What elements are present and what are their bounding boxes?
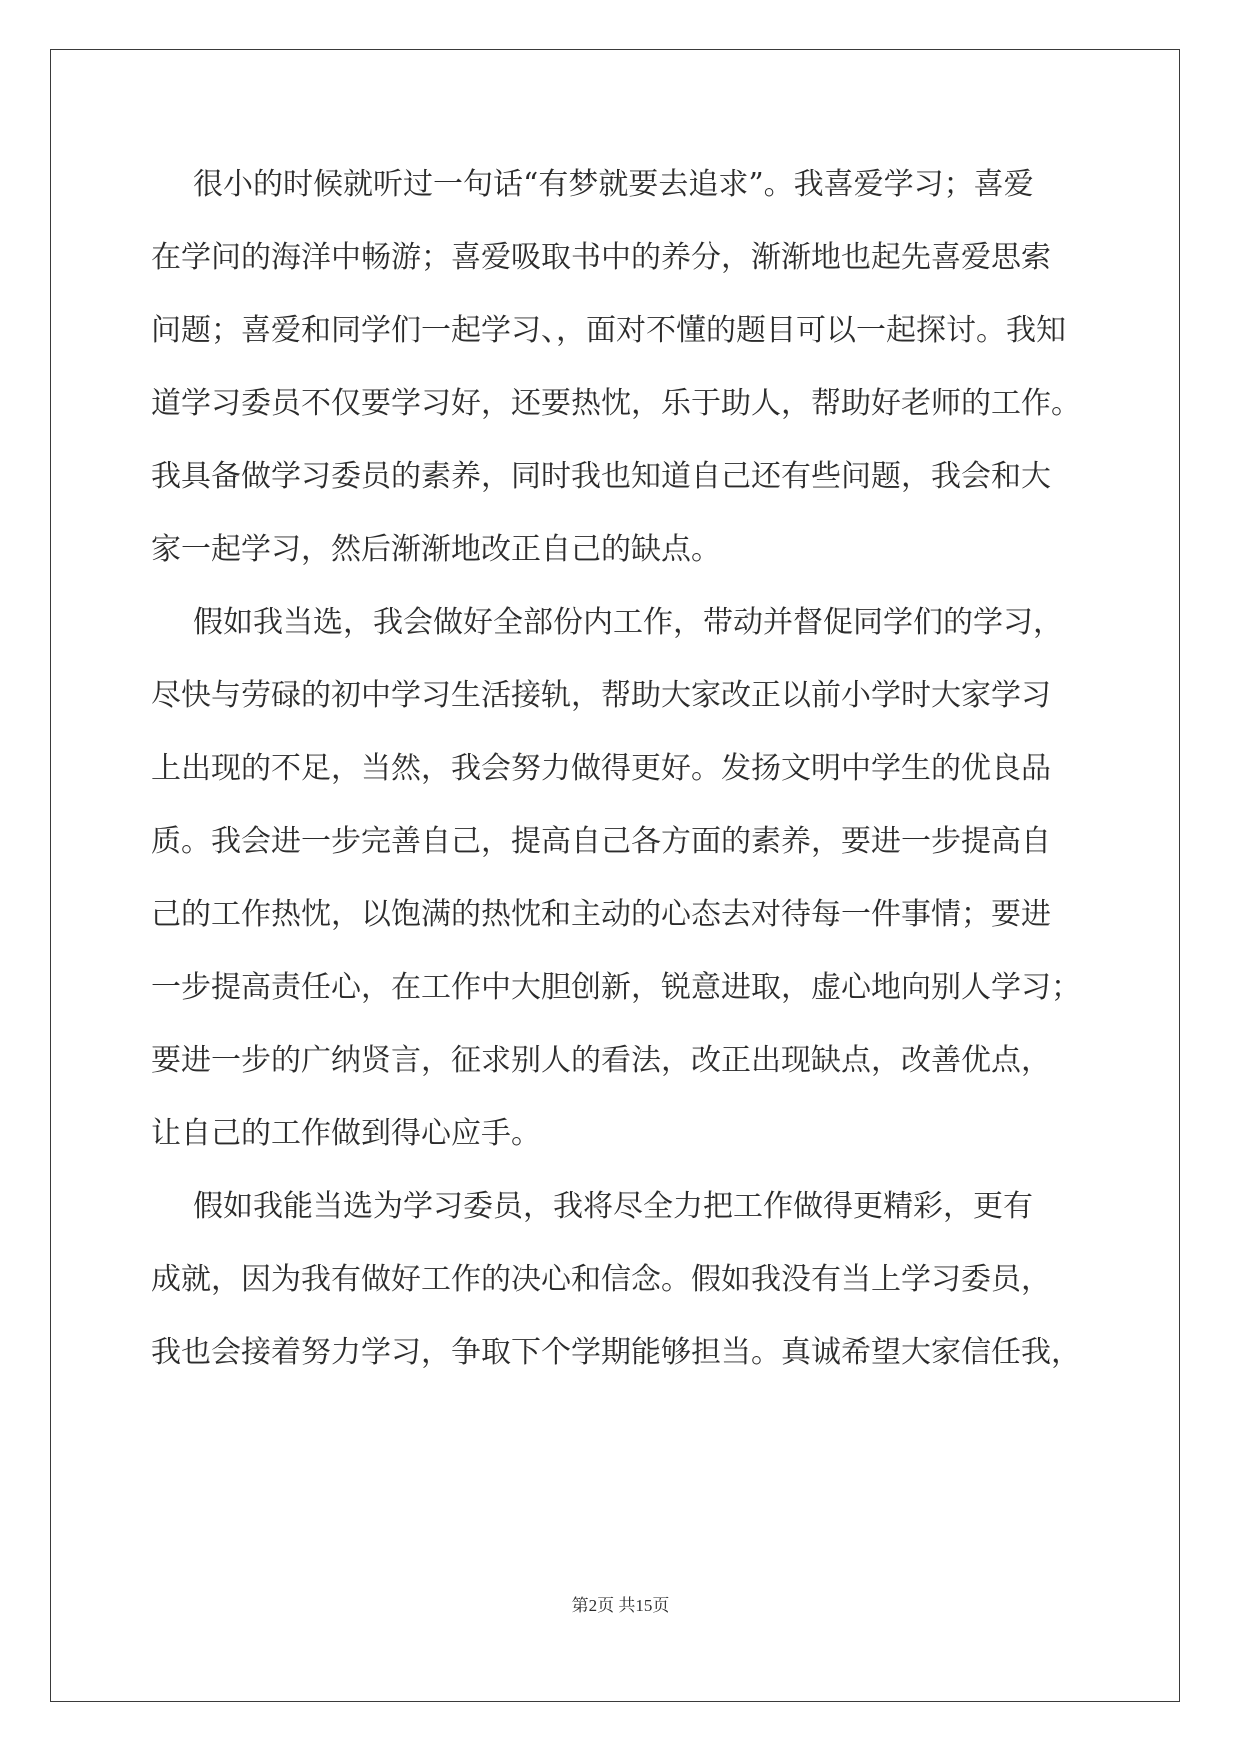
text-line: 在学问的海洋中畅游；喜爱吸取书中的养分，渐渐地也起先喜爱思索 [151, 240, 1051, 275]
text-line: 很小的时候就听过一句话“有梦就要去追求”。我喜爱学习；喜爱 [193, 167, 1034, 202]
text-line: 假如我能当选为学习委员，我将尽全力把工作做得更精彩，更有 [193, 1189, 1033, 1224]
text-line: 己的工作热忱，以饱满的热忱和主动的心态去对待每一件事情；要进 [151, 897, 1051, 932]
text-line: 道学习委员不仅要学习好，还要热忱，乐于助人，帮助好老师的工作。 [151, 386, 1081, 421]
page-border [50, 49, 1180, 1702]
page-number: 第2页 共15页 [571, 1596, 670, 1615]
text-line: 上出现的不足，当然，我会努力做得更好。发扬文明中学生的优良品 [151, 751, 1051, 786]
text-line: 尽快与劳碌的初中学习生活接轨，帮助大家改正以前小学时大家学习 [151, 678, 1051, 713]
text-line: 问题；喜爱和同学们一起学习、，面对不懂的题目可以一起探讨。我知 [151, 313, 1066, 348]
text-line: 家一起学习，然后渐渐地改正自己的缺点。 [151, 532, 721, 567]
text-line: 我具备做学习委员的素养，同时我也知道自己还有些问题，我会和大 [151, 459, 1051, 494]
text-line: 假如我当选，我会做好全部份内工作，带动并督促同学们的学习， [193, 605, 1063, 640]
text-line: 质。我会进一步完善自己，提高自己各方面的素养，要进一步提高自 [151, 824, 1051, 859]
text-line: 一步提高责任心，在工作中大胆创新，锐意进取，虚心地向别人学习； [151, 970, 1081, 1005]
text-line: 让自己的工作做到得心应手。 [151, 1116, 541, 1151]
text-line: 要进一步的广纳贤言，征求别人的看法，改正出现缺点，改善优点， [151, 1043, 1051, 1078]
text-line: 成就，因为我有做好工作的决心和信念。假如我没有当上学习委员， [151, 1262, 1051, 1297]
text-line: 我也会接着努力学习，争取下个学期能够担当。真诚希望大家信任我， [151, 1335, 1081, 1370]
